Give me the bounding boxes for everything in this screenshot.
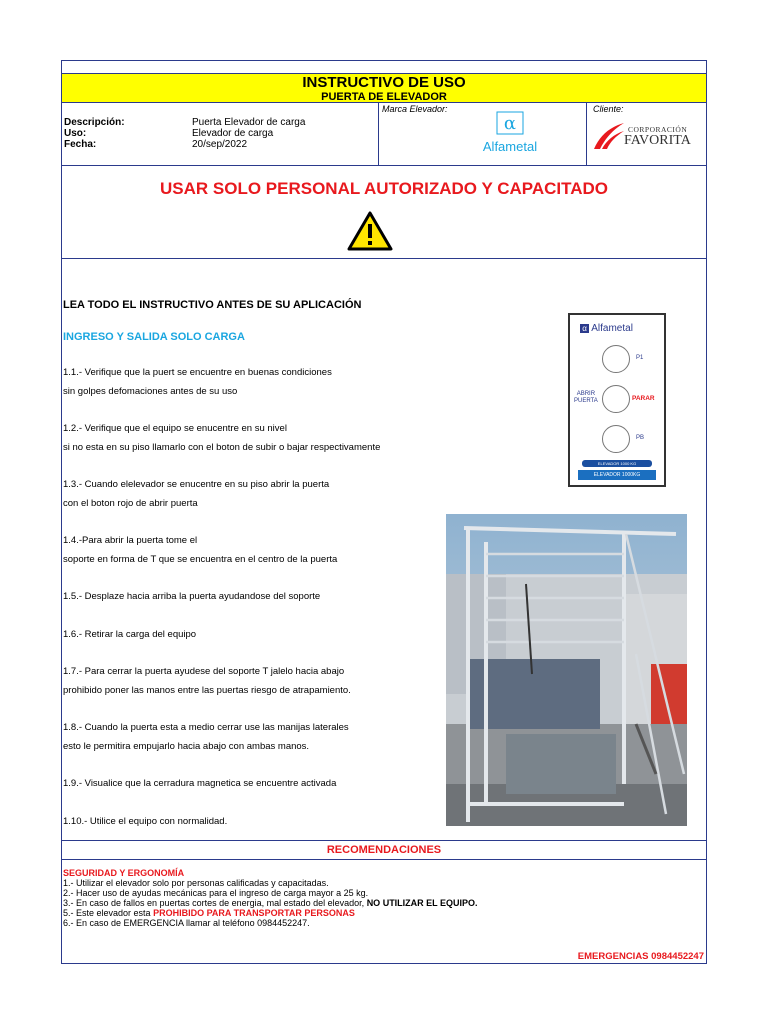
fecha-label: Fecha: — [64, 139, 97, 150]
instruction-sheet — [61, 60, 707, 964]
elevator-door-photo — [446, 514, 687, 826]
descripcion-label: Descripción: — [64, 117, 125, 128]
step-text: esto le permitira empujarlo hacia abajo con ambas manos. — [63, 741, 310, 752]
button-abrir-puerta — [602, 385, 630, 413]
warning-triangle-icon — [346, 210, 394, 252]
recommendation-item-text: 5.- Este elevador esta — [63, 908, 154, 918]
label-abrir: ABRIR — [576, 391, 596, 397]
favorita-logo — [590, 121, 706, 161]
meta-divider-2 — [586, 103, 587, 165]
step-text: 1.2.- Verifique que el equipo se enucentre en su nivel — [63, 423, 287, 434]
meta-divider — [378, 103, 379, 165]
recommendation-item — [63, 898, 478, 908]
recommendations-header: RECOMENDACIONES — [62, 840, 706, 860]
step-text: 1.1.- Verifique que la puert se encuentre en buenas condiciones — [63, 367, 332, 378]
recommendations-section: SEGURIDAD Y ERGONOMÍA — [63, 868, 185, 878]
label-pb: PB — [636, 435, 645, 441]
recommendation-item — [63, 908, 478, 918]
button-pb — [602, 425, 630, 453]
panel-brand-row — [580, 323, 633, 334]
elevator-door-illustration — [446, 514, 687, 826]
page-title: INSTRUCTIVO DE USO — [302, 74, 466, 91]
cliente-brand-top: CORPORACIÓN — [628, 125, 688, 134]
step-text: sin golpes defomaciones antes de su uso — [63, 386, 238, 397]
step-text: 1.9.- Visualice que la cerradura magnetica se encuentre activada — [63, 778, 337, 789]
favorita-swoosh-icon — [592, 121, 626, 151]
recommendation-item: 1.- Utilizar el elevador solo por personas calificadas y capacitadas. — [63, 878, 329, 888]
panel-strip-1: ELEVADOR 1000 KG — [582, 460, 652, 467]
panel-strip-2: ELEVADOR 1000KG — [578, 470, 656, 480]
warning-block — [62, 166, 706, 259]
emergency-phone: EMERGENCIAS 0984452247 — [577, 951, 704, 962]
uso-label: Uso: — [64, 128, 87, 139]
step-text: si no esta en su piso llamarlo con el boton de subir o bajar respectivamente — [63, 442, 381, 453]
step-text: 1.6.- Retirar la carga del equipo — [63, 629, 197, 640]
meta-block — [62, 103, 706, 166]
recommendations-list — [63, 868, 478, 928]
step-text: prohibido poner las manos entre las puertas riesgo de atrapamiento. — [63, 685, 351, 696]
label-abrir-puerta — [574, 391, 598, 405]
step-text: 1.10.- Utilice el equipo con normalidad. — [63, 816, 228, 827]
recommendation-item-emphasis: NO UTILIZAR EL EQUIPO. — [366, 898, 478, 908]
recommendation-item: 6.- En caso de EMERGENCIA llamar al teléfono 0984452247. — [63, 918, 310, 928]
step-text: 1.5.- Desplaze hacia arriba la puerta ayudandose del soporte — [63, 591, 321, 602]
main-heading: LEA TODO EL INSTRUCTIVO ANTES DE SU APLICACIÓN — [63, 299, 362, 311]
step-text: 1.4.-Para abrir la puerta tome el — [63, 535, 198, 546]
recommendation-item-text: 3.- En caso de fallos en puertas cortes de energia, mal estado del elevador, — [63, 898, 367, 908]
warning-text: USAR SOLO PERSONAL AUTORIZADO Y CAPACITADO — [159, 179, 609, 198]
label-puerta: PUERTA — [574, 398, 598, 404]
step-text: 1.8.- Cuando la puerta esta a medio cerrar use las manijas laterales — [63, 722, 349, 733]
cliente-label: Cliente: — [593, 104, 624, 114]
title-header — [62, 73, 706, 103]
label-parar: PARAR — [632, 395, 655, 402]
page-subtitle: PUERTA DE ELEVADOR — [321, 91, 447, 103]
svg-text:α: α — [503, 113, 517, 134]
recommendation-item-emphasis: PROHIBIDO PARA TRANSPORTAR PERSONAS — [153, 908, 355, 918]
step-text: 1.7.- Para cerrar la puerta ayudese del soporte T jalelo hacia abajo — [63, 666, 345, 677]
label-p1: P1 — [636, 355, 644, 361]
step-text: soporte en forma de T que se encuentra en el centro de la puerta — [63, 554, 338, 565]
panel-alpha-icon: α — [580, 324, 589, 333]
marca-label: Marca Elevador: — [382, 104, 448, 114]
fecha-value: 20/sep/2022 — [192, 139, 248, 150]
cliente-brand-bottom: FAVORITA — [624, 133, 691, 148]
panel-brand: Alfametal — [591, 323, 633, 334]
alfametal-logo — [470, 111, 550, 161]
uso-value: Elevador de carga — [192, 128, 274, 139]
recommendation-item: 2.- Hacer uso de ayudas mecánicas para el ingreso de carga mayor a 25 kg. — [63, 888, 369, 898]
button-p1 — [602, 345, 630, 373]
alpha-logo-icon — [496, 111, 524, 135]
marca-brand: Alfametal — [482, 139, 538, 154]
step-text: 1.3.- Cuando elelevador se enucentre en su piso abrir la puerta — [63, 479, 330, 490]
step-text: con el boton rojo de abrir puerta — [63, 498, 198, 509]
descripcion-value: Puerta Elevador de carga — [192, 117, 306, 128]
control-panel-illustration — [568, 313, 666, 487]
sub-heading: INGRESO Y SALIDA SOLO CARGA — [63, 331, 245, 343]
